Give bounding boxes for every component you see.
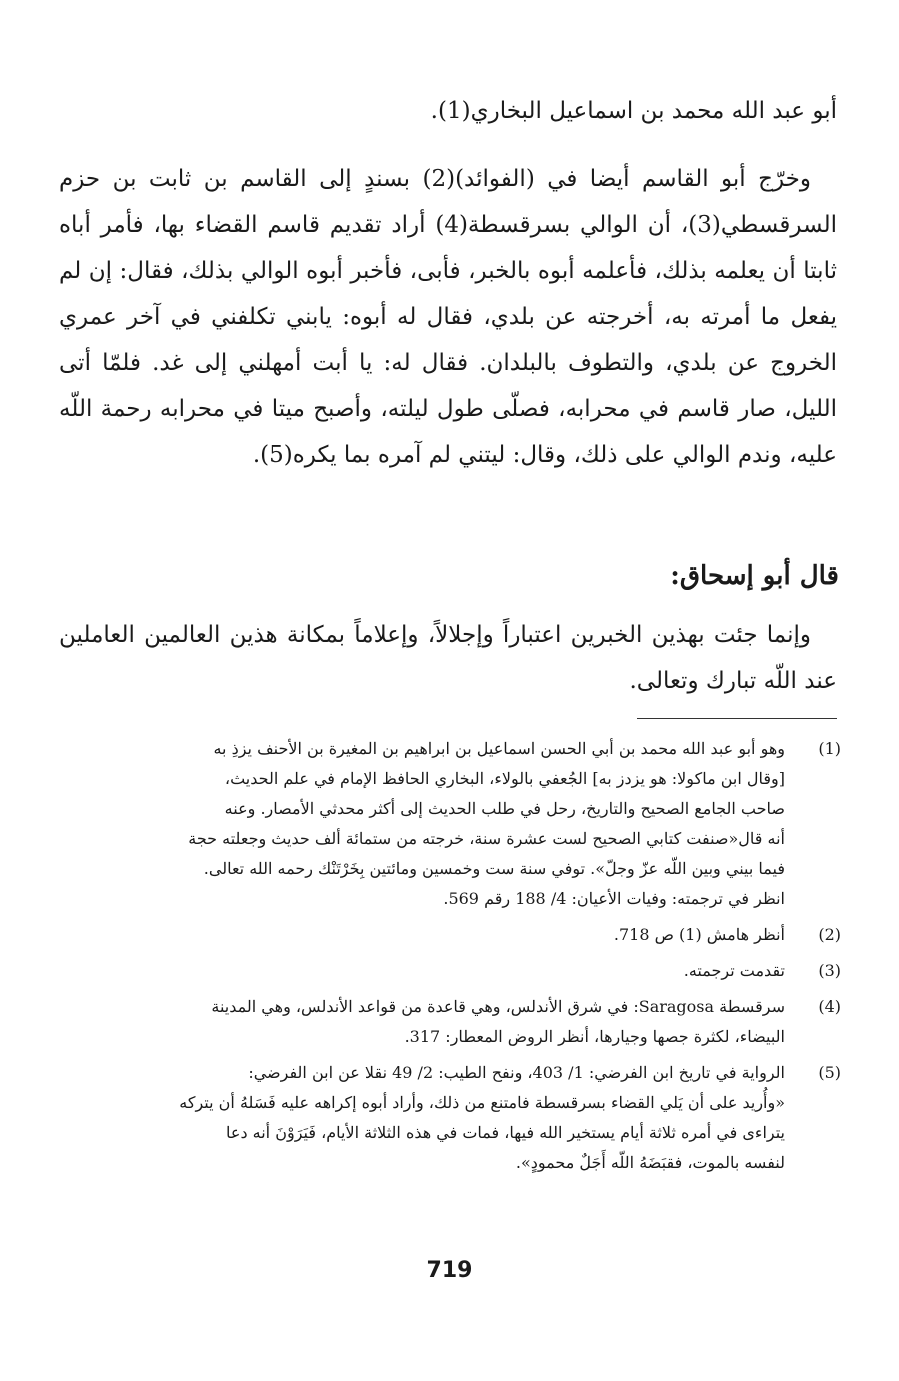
page-number: 719 (426, 1258, 473, 1283)
footnote-2 (59, 920, 841, 950)
footnote-line: تقدمت ترجمته. (683, 961, 785, 980)
footnote-line: انظر في ترجمته: وفيات الأعيان: 4/ 188 رقم 569. (443, 889, 785, 908)
footnote-divider (637, 718, 837, 719)
footnote-line: يتراءى في أمره ثلاثة أيام يستخير الله فيها، فمات في هذه الثلاثة الأيام، فَيَرَوْنَ أنه دعا (226, 1123, 785, 1142)
footnote-number: (1) (818, 739, 841, 758)
footnote-1 (59, 734, 841, 914)
footnote-number: (4) (818, 997, 841, 1016)
footnote-line: فيما بيني وبين اللّه عزّ وجلّ». توفي سنة ست وخمسين ومائتين بِخَرْتَنْك رحمه الله تعالى. (203, 859, 785, 878)
closing-paragraph: وإنما جئت بهذين الخبرين اعتباراً وإجلالاً، وإعلاماً بمكانة هذين العالمين العاملين عند اللّه تبارك وتعالى. (59, 622, 837, 694)
footnote-text (59, 992, 785, 1052)
footnote-number: (3) (818, 961, 841, 980)
footnote-line: صاحب الجامع الصحيح والتاريخ، رحل في طلب الحديث إلى أكثر محدثي الأمصار. وعنه (224, 799, 785, 818)
footnote-line: أنظر هامش (1) ص 718. (613, 925, 785, 944)
footnote-line: البيضاء، لكثرة جصها وجيارها، أنظر الروض المعطار: 317. (404, 1027, 785, 1046)
footnote-number: (5) (818, 1063, 841, 1082)
footnote-5 (59, 1058, 841, 1178)
footnote-line: لنفسه بالموت، فقبَضَهُ اللّه أَجَلٌ محمودٍ». (515, 1153, 785, 1172)
footnote-text (59, 920, 785, 950)
footnote-line: أنه قال«صنفت كتابي الصحيح لست عشرة سنة، خرجته من ستمائة ألف حديث وجعلته حجة (188, 829, 785, 848)
footnote-line: «وأُريد على أن يَلي القضاء بسرقسطة فامتنع من ذلك، وأراد أبوه إكراهه عليه فَسَلهُ أن يتركه (179, 1093, 785, 1112)
footnotes (59, 734, 841, 1184)
story-paragraph: وخرّج أبو القاسم أيضا في (الفوائد)(2) بسندٍ إلى القاسم بن ثابت بن حزم السرقسطي(3)، أن الوالي بسرقسطة(4) أراد تقديم قاسم القضاء بها، فأمر أباه ثابتا أن يعلمه بذلك، فأعلمه أبوه بالخبر، فأبى، فأخبر أبوه الوالي بذلك، فقال: إن لم يفعل ما أمرته به، أخرجته عن بلدي، فقال له أبوه: يابني تكلفني في آخر عمري الخروج عن بلدي، والتطوف بالبلدان. فقال له: يا أبت أمهلني إلى غد. فلمّا أتى الليل، صار قاسم في محرابه، فصلّى طول ليلته، وأصبح ميتا في محرابه رحمة اللّه عليه، وندم الوالي على ذلك، وقال: ليتني لم آمره بما يكره(5). (59, 166, 837, 468)
intro-paragraph: أبو عبد الله محمد بن اسماعيل البخاري(1). (430, 98, 837, 124)
footnote-line: سرقسطة Saragosa: في شرق الأندلس، وهي قاعدة من قواعد الأندلس، وهي المدينة (211, 997, 785, 1016)
footnote-line: وهو أبو عبد الله محمد بن أبي الحسن اسماعيل بن ابراهيم بن المغيرة بن الأحنف يزذِ به (213, 739, 785, 758)
footnote-number: (2) (818, 925, 841, 944)
footnote-4 (59, 992, 841, 1052)
section-heading: قال أبو إسحاق: (670, 561, 839, 591)
footnote-3 (59, 956, 841, 986)
footnote-line: [وقال ابن ماكولا: هو يزدز به] الجُعفي بالولاء، البخاري الحافظ الإمام في علم الحديث، (224, 769, 785, 788)
footnote-line: الرواية في تاريخ ابن الفرضي: 1/ 403، ونفح الطيب: 2/ 49 نقلا عن ابن الفرضي: (248, 1063, 785, 1082)
footnote-text (59, 956, 785, 986)
footnote-text (59, 734, 785, 914)
footnote-text (59, 1058, 785, 1178)
